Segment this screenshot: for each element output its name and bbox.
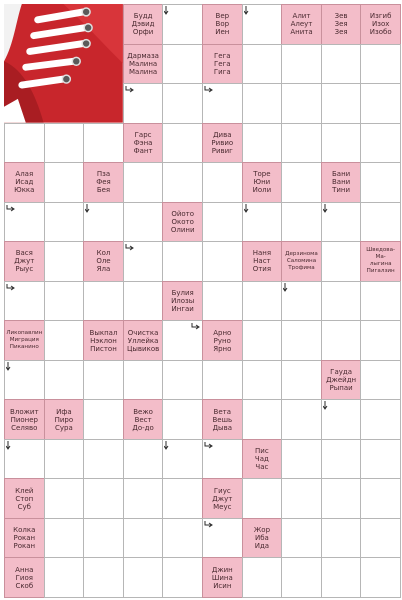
clue-text-line: Юкка	[14, 186, 35, 195]
answer-cell[interactable]	[44, 241, 85, 282]
answer-cell[interactable]	[242, 123, 283, 164]
clue-text-line: Гега	[214, 59, 231, 68]
answer-cell[interactable]	[281, 518, 322, 559]
clue-text-line: Дыва	[212, 423, 232, 432]
answer-cell[interactable]	[162, 360, 203, 401]
answer-cell[interactable]	[242, 44, 283, 85]
clue-text-line: Тини	[332, 186, 351, 195]
answer-cell[interactable]	[44, 557, 85, 598]
clue-text-line: Вор	[215, 20, 230, 29]
clue-cell	[242, 162, 283, 203]
clue-text-line: Иоли	[252, 186, 272, 195]
answer-cell[interactable]	[321, 44, 362, 85]
clue-text-line: Арно	[213, 328, 232, 337]
clue-text-line: Фант	[133, 146, 153, 155]
clue-text-line: Выкпал	[89, 328, 118, 337]
answer-cell[interactable]	[123, 518, 164, 559]
crossword-grid	[4, 4, 400, 597]
answer-cell[interactable]	[44, 518, 85, 559]
clue-text-line: Булия	[171, 288, 194, 297]
answer-cell[interactable]	[44, 478, 85, 519]
answer-cell[interactable]	[321, 83, 362, 124]
clue-text-line: Саломина	[286, 257, 317, 264]
clue-text-line: Дармаза	[127, 51, 159, 60]
answer-cell[interactable]	[123, 202, 164, 243]
answer-cell[interactable]	[123, 281, 164, 322]
clue-text-line: Отия	[252, 265, 272, 274]
answer-cell[interactable]	[44, 281, 85, 322]
answer-cell[interactable]	[321, 241, 362, 282]
clue-text-line: Трофима	[288, 264, 315, 271]
answer-cell[interactable]	[123, 83, 164, 124]
clue-text-line: Пис	[255, 447, 269, 456]
clue-cell	[321, 360, 362, 401]
answer-cell[interactable]	[321, 478, 362, 519]
clue-text-line: Алит	[292, 12, 311, 21]
clue-cell	[162, 281, 203, 322]
clue-cell	[4, 320, 45, 361]
answer-cell[interactable]	[83, 123, 124, 164]
clue-text-line: Ингаи	[171, 304, 194, 313]
answer-cell[interactable]	[123, 241, 164, 282]
clue-text-line: Руно	[213, 336, 231, 345]
clue-cell	[202, 4, 243, 45]
clue-text-line: Исад	[15, 178, 34, 187]
answer-cell[interactable]	[281, 162, 322, 203]
clue-text-line: Вася	[15, 249, 33, 258]
answer-cell[interactable]	[202, 360, 243, 401]
clue-text-line: лыгина	[369, 261, 392, 268]
clue-text-line: Селяво	[11, 423, 38, 432]
clue-text-line: Час	[255, 463, 269, 472]
clue-cell	[202, 478, 243, 519]
clue-text-line: Будд	[133, 12, 153, 21]
clue-text-line: Изобо	[369, 28, 392, 37]
clue-text-line: Орфи	[132, 28, 154, 37]
clue-text-line: Ифа	[56, 407, 72, 416]
clue-text-line: Цывиков	[126, 344, 160, 353]
clue-text-line: Пиканино	[9, 344, 39, 351]
answer-cell[interactable]	[281, 320, 322, 361]
clue-text-line: Ма-	[375, 254, 386, 261]
clue-text-line: Жор	[253, 526, 271, 535]
answer-cell[interactable]	[360, 44, 401, 85]
answer-cell[interactable]	[162, 518, 203, 559]
answer-cell[interactable]	[83, 202, 124, 243]
clue-text-line: Вани	[331, 178, 351, 187]
answer-cell[interactable]	[83, 518, 124, 559]
answer-cell[interactable]	[360, 360, 401, 401]
answer-cell[interactable]	[44, 202, 85, 243]
clue-text-line: Анита	[290, 28, 313, 37]
answer-cell[interactable]	[202, 83, 243, 124]
answer-cell[interactable]	[281, 44, 322, 85]
answer-cell[interactable]	[281, 202, 322, 243]
clue-text-line: Юни	[253, 178, 271, 187]
clue-text-line: Вест	[134, 415, 152, 424]
clue-text-line: Зея	[334, 28, 348, 37]
answer-cell[interactable]	[44, 439, 85, 480]
answer-cell[interactable]	[4, 360, 45, 401]
answer-cell[interactable]	[123, 360, 164, 401]
clue-cell	[44, 399, 85, 440]
clue-text-line: Вета	[213, 407, 232, 416]
clue-text-line: Очистка	[127, 328, 159, 337]
answer-cell[interactable]	[162, 320, 203, 361]
clue-text-line: Уллейка	[127, 336, 159, 345]
clue-text-line: Фэна	[133, 138, 153, 147]
clue-text-line: Ярно	[213, 344, 232, 353]
clue-cell	[123, 399, 164, 440]
clue-text-line: Дерзинома	[285, 250, 318, 257]
answer-cell[interactable]	[321, 123, 362, 164]
clue-text-line: Изгиб	[369, 12, 392, 21]
answer-cell[interactable]	[242, 320, 283, 361]
clue-cell	[321, 4, 362, 45]
clue-text-line: Шведова-	[366, 247, 396, 254]
answer-cell[interactable]	[281, 123, 322, 164]
answer-cell[interactable]	[242, 202, 283, 243]
clue-text-line: До-до	[132, 423, 154, 432]
answer-cell[interactable]	[321, 518, 362, 559]
clue-cell	[202, 123, 243, 164]
answer-cell[interactable]	[321, 439, 362, 480]
answer-cell[interactable]	[162, 399, 203, 440]
answer-cell[interactable]	[162, 241, 203, 282]
clue-text-line: Рокан	[13, 534, 36, 543]
answer-cell[interactable]	[360, 202, 401, 243]
answer-cell[interactable]	[360, 478, 401, 519]
answer-cell[interactable]	[83, 557, 124, 598]
answer-cell[interactable]	[44, 320, 85, 361]
answer-cell[interactable]	[162, 44, 203, 85]
answer-cell[interactable]	[281, 281, 322, 322]
clue-text-line: Гиоя	[15, 573, 33, 582]
clue-text-line: Нэклон	[90, 336, 117, 345]
answer-cell[interactable]	[242, 281, 283, 322]
answer-cell[interactable]	[4, 202, 45, 243]
answer-cell[interactable]	[202, 518, 243, 559]
answer-cell[interactable]	[4, 281, 45, 322]
answer-cell[interactable]	[123, 162, 164, 203]
answer-cell[interactable]	[242, 4, 283, 45]
clue-cell	[123, 44, 164, 85]
answer-cell[interactable]	[202, 281, 243, 322]
clue-text-line: Кол	[96, 249, 111, 258]
clue-text-line: Окото	[171, 217, 194, 226]
clue-text-line: Гега	[214, 51, 231, 60]
clue-cell	[123, 123, 164, 164]
clue-text-line: Изох	[371, 20, 390, 29]
clue-cell	[123, 320, 164, 361]
clue-cell	[83, 241, 124, 282]
clue-cell	[360, 241, 401, 282]
clue-text-line: Пионер	[10, 415, 39, 424]
clue-text-line: Суб	[17, 502, 31, 511]
clue-cell	[321, 162, 362, 203]
clue-text-line: Малина	[128, 67, 158, 76]
clue-cell	[4, 162, 45, 203]
clue-text-line: Рокан	[13, 542, 36, 551]
clue-text-line: Фея	[96, 178, 111, 187]
clue-cell	[4, 518, 45, 559]
clue-cell	[281, 241, 322, 282]
clue-text-line: Анна	[15, 565, 34, 574]
clue-text-line: Пигалзин	[366, 268, 395, 275]
answer-cell[interactable]	[281, 83, 322, 124]
clue-text-line: Ликопавлин	[6, 330, 43, 337]
answer-cell[interactable]	[4, 123, 45, 164]
answer-cell[interactable]	[162, 162, 203, 203]
clue-text-line: Ривиг	[211, 146, 233, 155]
answer-cell[interactable]	[242, 83, 283, 124]
clue-text-line: Дэвид	[131, 20, 155, 29]
clue-text-line: Яла	[96, 265, 111, 274]
answer-cell[interactable]	[360, 399, 401, 440]
clue-text-line: Шина	[211, 573, 233, 582]
clue-text-line: Наст	[253, 257, 271, 266]
clue-text-line: Рыпаи	[329, 384, 353, 393]
clue-text-line: Сура	[55, 423, 73, 432]
clue-text-line: Джут	[212, 494, 233, 503]
answer-cell[interactable]	[360, 557, 401, 598]
clue-cell	[4, 241, 45, 282]
clue-cell	[123, 4, 164, 45]
clue-text-line: Стоп	[15, 494, 34, 503]
clue-cell	[202, 557, 243, 598]
answer-cell[interactable]	[242, 557, 283, 598]
clue-text-line: Бея	[96, 186, 111, 195]
answer-cell[interactable]	[360, 439, 401, 480]
clue-text-line: Ойото	[171, 209, 195, 218]
answer-cell[interactable]	[162, 557, 203, 598]
answer-cell[interactable]	[202, 202, 243, 243]
clue-text-line: Ида	[254, 542, 270, 551]
clue-text-line: Колка	[13, 526, 36, 535]
clue-text-line: Гауда	[330, 368, 353, 377]
clue-cell	[4, 478, 45, 519]
answer-cell[interactable]	[83, 281, 124, 322]
clue-text-line: Дива	[213, 130, 232, 139]
answer-cell[interactable]	[162, 4, 203, 45]
clue-text-line: Джин	[211, 565, 233, 574]
answer-cell[interactable]	[162, 123, 203, 164]
answer-cell[interactable]	[321, 399, 362, 440]
clue-text-line: Джут	[14, 257, 35, 266]
clue-text-line: Оле	[96, 257, 111, 266]
clue-text-line: Вер	[215, 12, 230, 21]
clue-text-line: Олини	[170, 225, 195, 234]
answer-cell[interactable]	[360, 320, 401, 361]
answer-cell[interactable]	[242, 478, 283, 519]
answer-cell[interactable]	[360, 162, 401, 203]
clue-text-line: Вешь	[212, 415, 233, 424]
answer-cell[interactable]	[202, 162, 243, 203]
clue-cell	[281, 4, 322, 45]
clue-text-line: Наня	[252, 249, 272, 258]
answer-cell[interactable]	[242, 360, 283, 401]
clue-text-line: Меус	[213, 502, 232, 511]
answer-cell[interactable]	[360, 123, 401, 164]
answer-cell[interactable]	[281, 557, 322, 598]
answer-cell[interactable]	[321, 557, 362, 598]
clue-cell	[202, 44, 243, 85]
answer-cell[interactable]	[202, 241, 243, 282]
clue-cell	[4, 399, 45, 440]
clue-text-line: Зев	[334, 12, 348, 21]
clue-text-line: Бани	[331, 170, 351, 179]
answer-cell[interactable]	[321, 281, 362, 322]
clue-cell	[202, 399, 243, 440]
clue-text-line: Рыус	[15, 265, 34, 274]
answer-cell[interactable]	[321, 202, 362, 243]
clue-text-line: Скоб	[15, 581, 34, 590]
answer-cell[interactable]	[321, 320, 362, 361]
answer-cell[interactable]	[360, 83, 401, 124]
answer-cell[interactable]	[360, 281, 401, 322]
clue-text-line: Джейдн	[326, 376, 357, 385]
answer-cell[interactable]	[202, 439, 243, 480]
clue-text-line: Торе	[253, 170, 271, 179]
clue-text-line: Алая	[15, 170, 34, 179]
answer-cell[interactable]	[44, 360, 85, 401]
answer-cell[interactable]	[123, 557, 164, 598]
answer-cell[interactable]	[162, 478, 203, 519]
clue-text-line: Гиус	[213, 486, 231, 495]
clue-text-line: Исин	[213, 581, 232, 590]
answer-cell[interactable]	[44, 162, 85, 203]
answer-cell[interactable]	[360, 518, 401, 559]
clue-cell	[83, 162, 124, 203]
clue-text-line: Вложит	[10, 407, 39, 416]
clue-text-line: Пза	[96, 170, 111, 179]
clue-text-line: Ривио	[211, 138, 234, 147]
answer-cell[interactable]	[281, 439, 322, 480]
clue-text-line: Иен	[215, 28, 230, 37]
answer-cell[interactable]	[83, 478, 124, 519]
clue-cell	[4, 557, 45, 598]
clue-cell	[202, 320, 243, 361]
answer-cell[interactable]	[281, 360, 322, 401]
clue-text-line: Зея	[334, 20, 348, 29]
clue-cell	[242, 518, 283, 559]
answer-cell[interactable]	[281, 478, 322, 519]
clue-text-line: Пиро	[54, 415, 74, 424]
answer-cell[interactable]	[162, 83, 203, 124]
clue-cell	[242, 241, 283, 282]
clue-text-line: Клей	[15, 486, 34, 495]
answer-cell[interactable]	[83, 439, 124, 480]
answer-cell[interactable]	[4, 439, 45, 480]
clue-text-line: Иба	[254, 534, 269, 543]
answer-cell[interactable]	[83, 399, 124, 440]
clue-cell	[83, 320, 124, 361]
clue-text-line: Пистон	[90, 344, 117, 353]
clue-text-line: Гига	[213, 67, 231, 76]
clue-text-line: Гарс	[134, 130, 152, 139]
clue-cell	[242, 439, 283, 480]
answer-cell[interactable]	[281, 399, 322, 440]
clue-text-line: Чад	[254, 455, 269, 464]
answer-cell[interactable]	[162, 439, 203, 480]
clue-text-line: Илозы	[171, 296, 195, 305]
answer-cell[interactable]	[83, 360, 124, 401]
clue-text-line: Вежо	[133, 407, 153, 416]
answer-cell[interactable]	[123, 478, 164, 519]
answer-cell[interactable]	[242, 399, 283, 440]
clue-text-line: Миграция	[9, 337, 39, 344]
clue-text-line: Алеут	[290, 20, 313, 29]
answer-cell[interactable]	[123, 439, 164, 480]
clue-text-line: Малина	[128, 59, 158, 68]
answer-cell[interactable]	[44, 123, 85, 164]
sneaker-photo	[4, 4, 123, 123]
clue-cell	[360, 4, 401, 45]
clue-cell	[162, 202, 203, 243]
